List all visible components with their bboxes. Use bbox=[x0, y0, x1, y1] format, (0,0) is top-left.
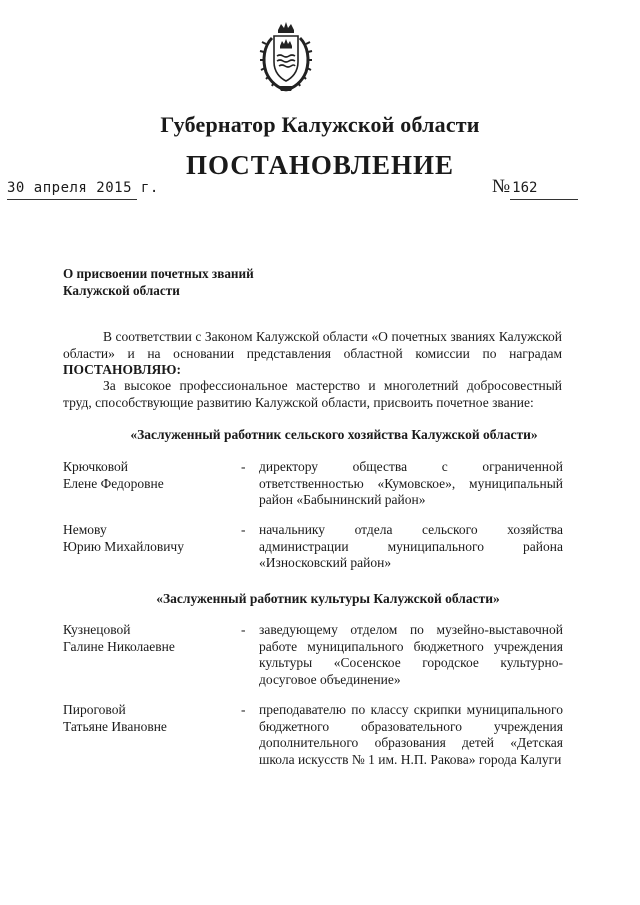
recipient-position: начальнику отдела сельского хозяйства администрации муниципального района «Износковский район» bbox=[259, 522, 563, 570]
governor-title: Губернатор Калужской области bbox=[160, 112, 480, 137]
row-dash: - bbox=[241, 522, 246, 537]
recipient-name bbox=[63, 622, 233, 655]
date-underline bbox=[7, 199, 137, 200]
award-title-culture: «Заслуженный работник культуры Калужской области» bbox=[156, 591, 500, 606]
row-dash: - bbox=[241, 459, 246, 474]
decree-word: ПОСТАНОВЛЯЮ: bbox=[63, 362, 181, 377]
preamble-paragraph bbox=[63, 329, 562, 379]
decree-subject bbox=[63, 265, 254, 299]
recipient-name bbox=[63, 702, 233, 735]
number-value: 162 bbox=[512, 180, 538, 196]
document-type: ПОСТАНОВЛЕНИЕ bbox=[185, 150, 455, 180]
recipient-surname: Крючковой bbox=[63, 459, 128, 474]
recipient-given-name: Татьяне Ивановне bbox=[63, 718, 167, 734]
recipient-given-name: Галине Николаевне bbox=[63, 638, 175, 654]
number-underline bbox=[510, 199, 578, 200]
row-dash: - bbox=[241, 622, 246, 637]
recipient-name bbox=[63, 522, 233, 555]
subject-line-2: Калужской области bbox=[63, 283, 180, 298]
recipient-surname: Пироговой bbox=[63, 702, 126, 717]
recipient-given-name: Юрию Михайловичу bbox=[63, 538, 184, 554]
row-dash: - bbox=[241, 702, 246, 717]
recipient-name bbox=[63, 459, 233, 492]
recipient-surname: Немову bbox=[63, 522, 107, 537]
recipient-position: преподавателю по классу скрипки муниципального бюджетного образовательного учреждения дополнительного образования детей «Детская школа искусств № 1 им. Н.П. Ракова» города Калуги bbox=[259, 702, 563, 767]
preamble-text: В соответствии с Законом Калужской области «О почетных званиях Калужской области» и на основании представления областной комиссии по наградам bbox=[63, 329, 562, 361]
number-sign: № bbox=[492, 176, 511, 197]
award-title-agriculture: «Заслуженный работник сельского хозяйства Калужской области» bbox=[130, 427, 538, 442]
recipient-position: заведующему отделом по музейно-выставочной работе муниципального бюджетного учреждения культуры «Сосенское городское культурно-досуговое объединение» bbox=[259, 622, 563, 687]
recipient-position: директору общества с ограниченной ответственностью «Кумовское», муниципальный район «Бабынинский район» bbox=[259, 459, 563, 507]
decree-date: 30 апреля 2015 г. bbox=[7, 180, 159, 196]
subject-line-1: О присвоении почетных званий bbox=[63, 266, 254, 281]
decree-number bbox=[492, 176, 537, 198]
award-intro-paragraph: За высокое профессиональное мастерство и многолетний добросовестный труд, способствующие развитию Калужской области, присвоить почетное звание: bbox=[63, 378, 562, 410]
recipient-surname: Кузнецовой bbox=[63, 622, 131, 637]
kaluga-coat-of-arms-icon bbox=[258, 20, 314, 94]
recipient-given-name: Елене Федоровне bbox=[63, 475, 164, 491]
